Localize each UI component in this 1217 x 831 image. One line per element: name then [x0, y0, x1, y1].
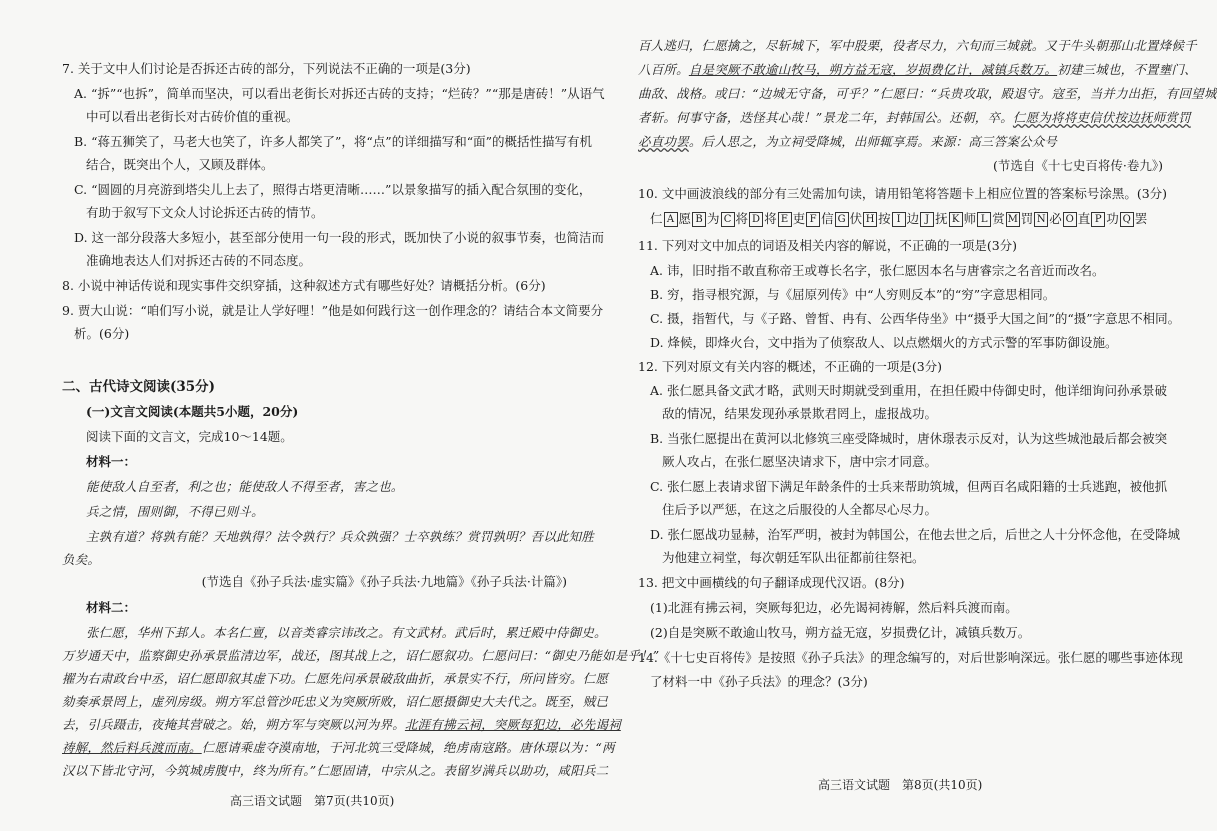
- material-2-label: 材料二：: [86, 600, 137, 615]
- underlined-sentence-1-end: 祷解，然后料兵渡而南。: [62, 740, 202, 755]
- material-2-line-6-text: 仁愿请乘虚夺漠南地，于河北筑三受降城，绝虏南寇路。唐休璟以为：“两: [201, 740, 615, 755]
- q10-answer-box: N: [1034, 212, 1048, 227]
- q10-answer-box: O: [1063, 212, 1077, 227]
- cont-line-4-start: 者斩。何事守备，迭怪其心哉！”景龙二年，封韩国公。还朝，卒。: [638, 110, 1013, 125]
- q12-option-b: B. 当张仁愿提出在黄河以北修筑三座受降城时，唐休璟表示反对，认为这些城池最后都会被突: [650, 431, 1168, 446]
- q10-char: 直: [1077, 211, 1091, 226]
- material-2-source: (节选自《十七史百将传·卷九》): [993, 158, 1163, 173]
- q10-char: 罚: [1020, 211, 1034, 226]
- q11-option-b: B. 穷，指寻根究源，与《屈原列传》中“人穷则反本”的“穷”字意思相同。: [650, 287, 1056, 302]
- wavy-underlined-text: 仁愿为将将吏信伏按边抚师赏罚: [1012, 110, 1191, 125]
- material-2-line-3: 擢为右肃政台中丞，诏仁愿即叙其虚下功。仁愿先问承景破敌曲折，承景实不行，所问皆穷。仁愿: [62, 671, 609, 686]
- q10-char: 功: [1106, 211, 1119, 226]
- q12-option-a-cont: 敌的情况，结果发现孙承景欺君罔上，虚报战功。: [662, 406, 938, 421]
- material-1-line-4: 负矣。: [62, 552, 101, 567]
- q10-char: 按: [878, 211, 891, 226]
- q11-option-d: D. 烽候，即烽火台，文中指为了侦察敌人、以点燃烟火的方式示警的军事防御设施。: [650, 335, 1118, 350]
- material-2-line-5-text: 去，引兵蹑击，夜掩其营破之。始，朔方军与突厥以河为界。: [62, 717, 405, 732]
- subsection-heading: (一)文言文阅读(本题共5小题，20分): [86, 404, 299, 419]
- material-2-line-4: 劾奏承景罔上，虚列房级。朔方军总管沙吒忠义为突厥所败，诏仁愿摄御史大夫代之。既至，贼已: [62, 694, 609, 709]
- page-7-footer: 高三语文试题 第7页(共10页): [230, 794, 395, 808]
- material-2-line-2: 万岁通天中，监察御史孙承景监清边军，战还，图其战上之，诏仁愿叙功。仁愿问曰：“御史乃能如是乎！”: [62, 648, 660, 663]
- q10-answer-box: H: [863, 212, 877, 227]
- q10-char: 抚: [935, 211, 948, 226]
- material-2-cont-line-2: [638, 61, 1197, 79]
- question-14: 14.《十七史百将传》是按照《孙子兵法》的理念编写的，对后世影响深远。张仁愿的哪些事迹体现: [638, 650, 1183, 665]
- material-2-line-7: 汉以下皆北守河，今筑城虏腹中，终为所有。”仁愿固请，中宗从之。表留岁满兵以助功，咸阳兵二: [62, 763, 609, 778]
- q10-char: 伏: [849, 211, 863, 226]
- q13-sentence-2: (2)自是突厥不敢逾山牧马，朔方益无寇，岁损费亿计，减镇兵数万。: [650, 625, 1031, 640]
- material-2-cont-line-5: [638, 133, 1163, 151]
- q7-option-d: D. 这一部分段落大多短小，甚至部分使用一句一段的形式，既加快了小说的叙事节奏，也简洁而: [74, 230, 605, 245]
- q10-char: 愿: [678, 211, 692, 226]
- question-11: 11. 下列对文中加点的词语及相关内容的解说，不正确的一项是(3分): [638, 238, 1018, 253]
- underlined-sentence-2: 自是突厥不敢逾山牧马，朔方益无寇，岁损费亿计，减镇兵数万。: [688, 62, 1058, 77]
- material-2-cont-line-3: 曲敌、战格。或曰：“边城无守备，可乎？”仁愿曰：“兵贵攻取，殿退守。寇至，当并力出拒，有回望城: [638, 86, 1217, 101]
- q10-answer-box: G: [835, 212, 849, 227]
- q10-answer-box: B: [692, 212, 706, 227]
- q10-char: 吏: [792, 211, 806, 226]
- q12-option-c-cont: 住后予以严惩，在这之后服役的人全都尽心尽力。: [662, 502, 938, 517]
- q10-char: 将: [764, 211, 777, 226]
- exam-page-8: [600, 0, 1217, 831]
- cont-line-2-end: 初建三城也，不置壅门、: [1057, 62, 1197, 77]
- q10-char: 赏: [992, 211, 1005, 226]
- q10-answer-box: Q: [1120, 212, 1134, 227]
- q10-char: 罢: [1134, 211, 1148, 226]
- q10-answer-box: M: [1007, 214, 1018, 225]
- q11-option-c: C. 摄，指暂代，与《子路、曾皙、冉有、公西华侍坐》中“摄乎大国之间”的“摄”字意思不相同。: [650, 311, 1181, 326]
- q10-answer-box: A: [664, 212, 678, 227]
- q10-char: 必: [1049, 211, 1062, 226]
- q10-answer-box: I: [892, 212, 906, 227]
- material-1-label: 材料一：: [86, 454, 137, 469]
- question-14-cont: 了材料一中《孙子兵法》的理念？(3分): [650, 674, 868, 689]
- q10-answer-box: K: [949, 212, 963, 227]
- q10-answer-box: F: [806, 212, 820, 227]
- question-12: 12. 下列对原文有关内容的概述，不正确的一项是(3分): [638, 359, 943, 374]
- q12-option-c: C. 张仁愿上表请求留下满足年龄条件的士兵来帮助筑城，但两百名咸阳籍的士兵逃跑，被他抓: [650, 479, 1168, 494]
- q10-answer-box: L: [977, 212, 991, 227]
- q13-sentence-1: (1)北涯有拂云祠，突厥每犯边，必先谒祠祷解，然后料兵渡而南。: [650, 600, 1018, 615]
- q7-option-c-cont: 有助于叙写下文众人讨论拆还古砖的情节。: [86, 205, 324, 220]
- reading-instructions: 阅读下面的文言文，完成10～14题。: [86, 429, 293, 444]
- q12-option-d: D. 张仁愿战功显赫，治军严明，被封为韩国公，在他去世之后，后世之人十分怀念他，在受降城: [650, 527, 1181, 542]
- question-9-cont: 析。(6分): [74, 326, 130, 341]
- q12-option-a: A. 张仁愿具备文武才略，武则天时期就受到重用，在担任殿中侍御史时，他详细询问孙承景破: [650, 383, 1167, 398]
- cont-line-2-start: 八百所。: [638, 62, 689, 77]
- q12-option-d-cont: 为他建立祠堂，每次朝廷军队出征都前往祭祀。: [662, 550, 925, 565]
- q10-answer-box: D: [749, 212, 763, 227]
- q10-answer-box: C: [721, 212, 735, 227]
- q7-option-c: C. “圆圆的月亮游到塔尖儿上去了，照得古塔更清晰……”以景象描写的插入配合氛围的变化，: [74, 182, 592, 197]
- question-8: 8. 小说中神话传说和现实事件交织穿插，这种叙述方式有哪些好处？请概括分析。(6分): [62, 278, 546, 293]
- q10-char: 边: [906, 211, 920, 226]
- question-7: 7. 关于文中人们讨论是否拆还古砖的部分，下列说法不正确的一项是(3分): [62, 61, 471, 76]
- q7-option-a: A. “拆”“也拆”，简单而坚决，可以看出老街长对拆还古砖的支持；“烂砖？”“那是唐砖！”从语气: [74, 86, 605, 101]
- q10-char: 将: [735, 211, 749, 226]
- wavy-underlined-text-end: 必直功罢: [638, 134, 689, 149]
- material-1-source: (节选自《孙子兵法·虚实篇》《孙子兵法·九地篇》《孙子兵法·计篇》): [201, 574, 567, 589]
- question-10: 10. 文中画波浪线的部分有三处需加句读，请用铅笔将答题卡上相应位置的答案标号涂黑。(3分): [638, 186, 1168, 201]
- material-2-cont-line-1: 百人逃归，仁愿擒之，尽斩城下，军中股栗，役者尽力，六旬而三城就。又于牛头朝那山北置烽候千: [638, 38, 1197, 53]
- q7-option-a-cont: 中可以看出老街长对古砖价值的重视。: [86, 109, 299, 124]
- q10-char: 仁: [650, 211, 663, 226]
- material-2-line-1: 张仁愿，华州下邽人。本名仁亶，以音类睿宗讳改之。有文武材。武后时，累迁殿中侍御史。: [86, 625, 607, 640]
- material-2-line-5: [62, 716, 621, 734]
- q7-option-d-cont: 准确地表达人们对拆还古砖的不同态度。: [86, 253, 312, 268]
- q10-char: 师: [963, 211, 977, 226]
- material-2-cont-line-4: [638, 109, 1191, 127]
- q12-option-b-cont: 厥人攻占，在张仁愿坚决请求下，唐中宗才同意。: [662, 454, 938, 469]
- q10-answer-box: E: [778, 212, 792, 227]
- q10-answer-box: J: [920, 212, 934, 227]
- q7-option-b: B. “蒋五狮笑了，马老大也笑了，许多人都笑了”，将“点”的详细描写和“面”的概括性描写有机: [74, 134, 592, 149]
- question-13: 13. 把文中画横线的句子翻译成现代汉语。(8分): [638, 575, 905, 590]
- section-2-heading: 二、古代诗文阅读(35分): [62, 379, 216, 395]
- page-8-footer: 高三语文试题 第8页(共10页): [818, 778, 983, 792]
- q11-option-a: A. 讳，旧时指不敢直称帝王或尊长名字，张仁愿因本名与唐睿宗之名音近而改名。: [650, 263, 1105, 278]
- q10-answer-boxes: [650, 210, 1163, 230]
- q7-option-b-cont: 结合，既突出个人，又顾及群体。: [86, 157, 274, 172]
- underlined-sentence-1: 北涯有拂云祠，突厥每犯边，必先谒祠: [404, 717, 621, 732]
- cont-line-5-text: 。后人思之，为立祠受降城，出师辄享焉。来源：高三答案公众号: [688, 134, 1058, 149]
- q10-char: 信: [821, 211, 834, 226]
- material-1-line-3: 主孰有道？将孰有能？天地孰得？法令孰行？兵众孰强？士卒孰练？赏罚孰明？吾以此知胜: [86, 529, 595, 544]
- material-1-line-2: 兵之情，围则御，不得已则斗。: [86, 504, 264, 519]
- question-9: 9. 贾大山说：“咱们写小说，就是让人学好哩！”他是如何践行这一创作理念的？请结合本文简要分: [62, 303, 604, 318]
- material-2-line-6: [62, 739, 615, 757]
- material-1-line-1: 能使敌人自至者，利之也；能使敌人不得至者，害之也。: [86, 479, 404, 494]
- q10-answer-box: P: [1091, 212, 1105, 227]
- q10-char: 为: [707, 211, 720, 226]
